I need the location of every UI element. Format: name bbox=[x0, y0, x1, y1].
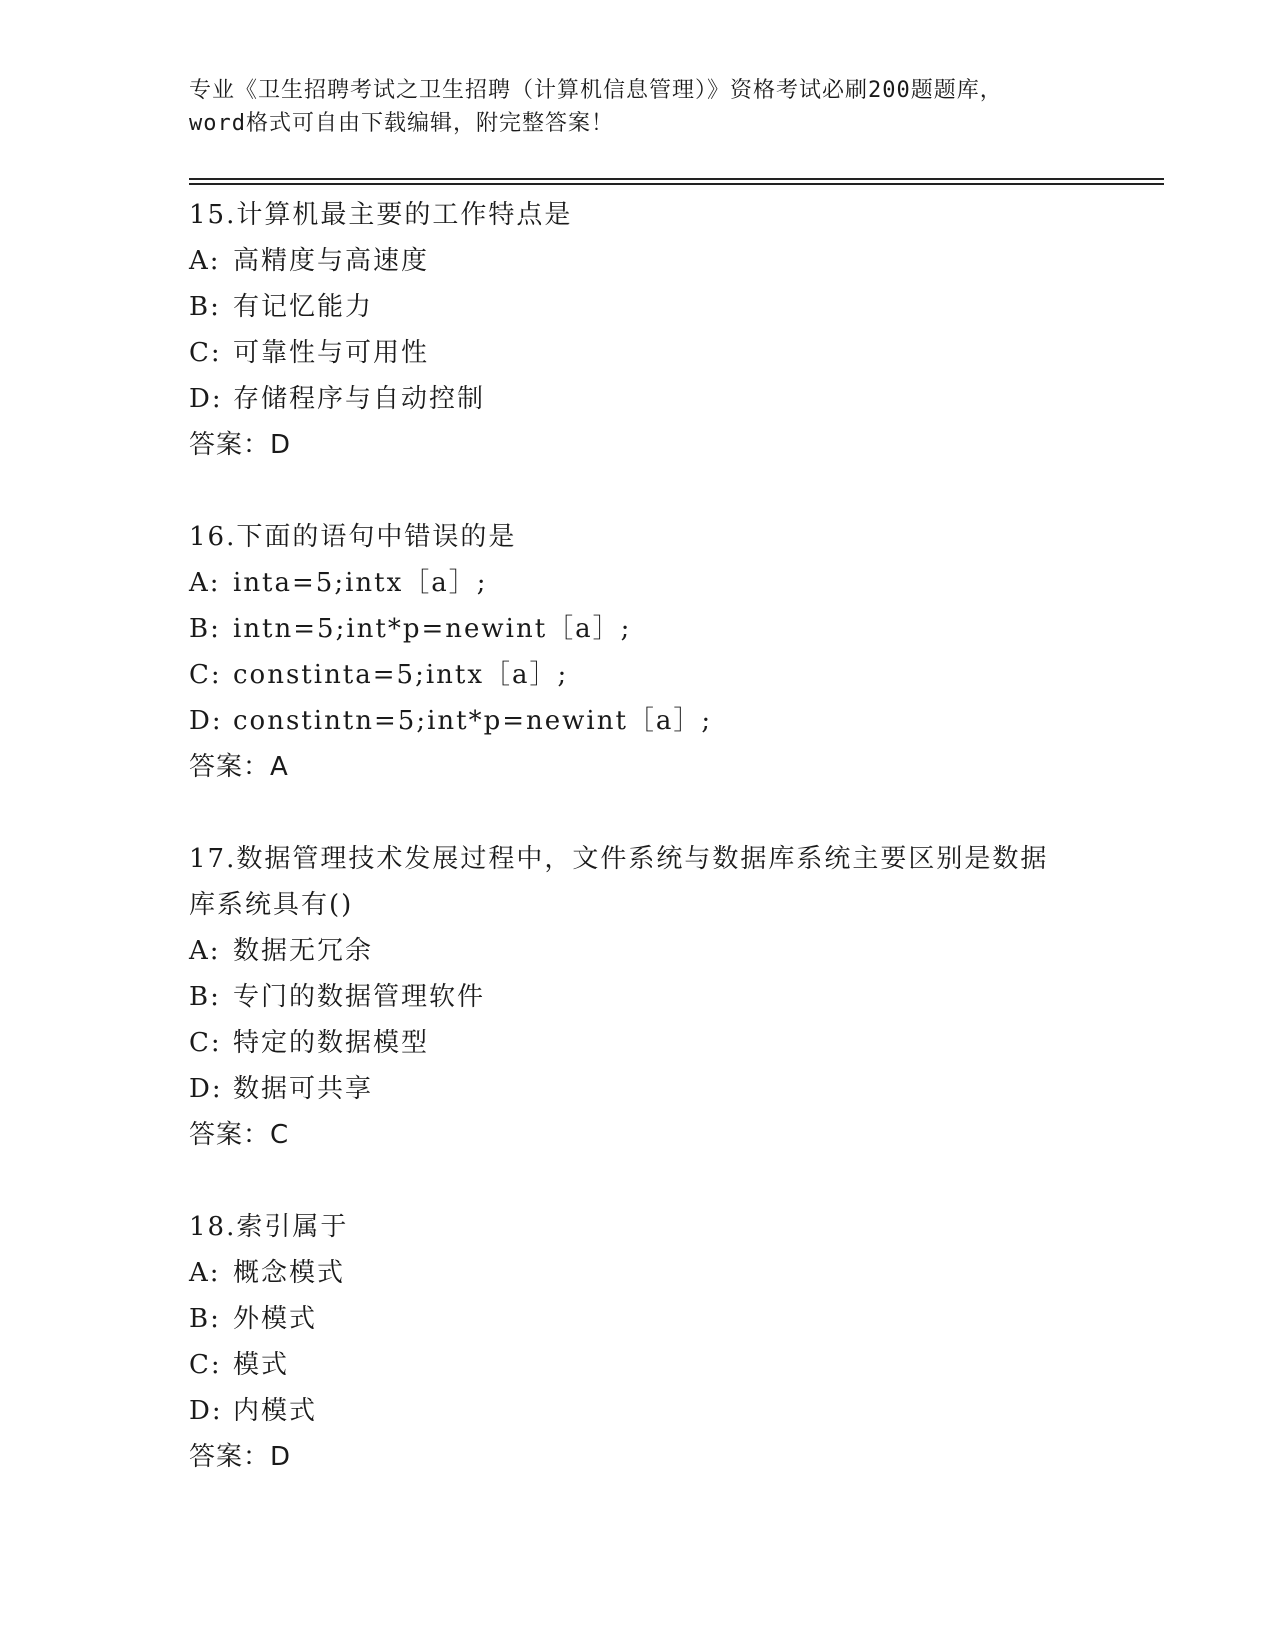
answer-line: 答案：A bbox=[189, 752, 289, 782]
option-letter: B: bbox=[189, 1304, 221, 1334]
option-letter: B: bbox=[189, 292, 221, 322]
option-letter: D: bbox=[189, 706, 223, 736]
option-text: 内模式 bbox=[233, 1396, 318, 1426]
question-stem: 18.索引属于 bbox=[189, 1212, 349, 1242]
option-a bbox=[189, 928, 1089, 974]
question-stem: 17.数据管理技术发展过程中，文件系统与数据库系统主要区别是数据 bbox=[189, 844, 1049, 874]
option-c bbox=[189, 1020, 1089, 1066]
option-letter: C: bbox=[189, 338, 222, 368]
document-header bbox=[189, 74, 1089, 140]
question-stem: 15.计算机最主要的工作特点是 bbox=[189, 200, 573, 230]
header-divider-bottom bbox=[189, 183, 1164, 185]
question-list bbox=[189, 192, 1089, 1526]
option-a bbox=[189, 560, 1089, 606]
question-16 bbox=[189, 514, 1089, 790]
option-d bbox=[189, 1388, 1089, 1434]
header-title-line-1: 专业《卫生招聘考试之卫生招聘（计算机信息管理）》资格考试必刷200题题库， bbox=[189, 78, 1003, 103]
option-text: 数据可共享 bbox=[233, 1074, 374, 1104]
question-stem-continued: 库系统具有() bbox=[189, 890, 354, 920]
option-text: 有记忆能力 bbox=[233, 292, 374, 322]
option-letter: B: bbox=[189, 982, 221, 1012]
option-text: 概念模式 bbox=[233, 1258, 346, 1288]
option-text: 高精度与高速度 bbox=[233, 246, 430, 276]
answer-line: 答案：D bbox=[189, 430, 292, 460]
question-stem: 16.下面的语句中错误的是 bbox=[189, 522, 517, 552]
option-letter: D: bbox=[189, 1396, 223, 1426]
option-b bbox=[189, 974, 1089, 1020]
option-text: 存储程序与自动控制 bbox=[233, 384, 486, 414]
header-title-line-2: word格式可自由下载编辑，附完整答案！ bbox=[189, 111, 614, 136]
option-a bbox=[189, 1250, 1089, 1296]
option-letter: A: bbox=[189, 246, 221, 276]
option-text: intn=5;int*p=newint［a］; bbox=[233, 614, 632, 644]
option-letter: C: bbox=[189, 1350, 222, 1380]
question-18 bbox=[189, 1204, 1089, 1480]
option-d bbox=[189, 698, 1089, 744]
answer-line: 答案：C bbox=[189, 1120, 290, 1150]
option-text: 数据无冗余 bbox=[233, 936, 374, 966]
option-letter: A: bbox=[189, 936, 221, 966]
header-divider-top bbox=[189, 178, 1164, 180]
question-17 bbox=[189, 836, 1089, 1158]
option-letter: C: bbox=[189, 1028, 222, 1058]
option-text: 可靠性与可用性 bbox=[233, 338, 430, 368]
option-a bbox=[189, 238, 1089, 284]
option-b bbox=[189, 284, 1089, 330]
option-letter: D: bbox=[189, 384, 223, 414]
answer-line: 答案：D bbox=[189, 1442, 292, 1472]
option-text: 外模式 bbox=[233, 1304, 318, 1334]
option-b bbox=[189, 1296, 1089, 1342]
option-letter: A: bbox=[189, 568, 221, 598]
option-text: 特定的数据模型 bbox=[233, 1028, 430, 1058]
option-letter: B: bbox=[189, 614, 221, 644]
option-letter: D: bbox=[189, 1074, 223, 1104]
question-15 bbox=[189, 192, 1089, 468]
option-letter: C: bbox=[189, 660, 222, 690]
option-text: 模式 bbox=[233, 1350, 290, 1380]
option-b bbox=[189, 606, 1089, 652]
option-c bbox=[189, 652, 1089, 698]
option-text: constinta=5;intx［a］; bbox=[233, 660, 569, 690]
option-c bbox=[189, 330, 1089, 376]
option-d bbox=[189, 376, 1089, 422]
option-c bbox=[189, 1342, 1089, 1388]
option-text: inta=5;intx［a］; bbox=[233, 568, 488, 598]
option-text: constintn=5;int*p=newint［a］; bbox=[233, 706, 713, 736]
option-d bbox=[189, 1066, 1089, 1112]
option-letter: A: bbox=[189, 1258, 221, 1288]
option-text: 专门的数据管理软件 bbox=[233, 982, 486, 1012]
